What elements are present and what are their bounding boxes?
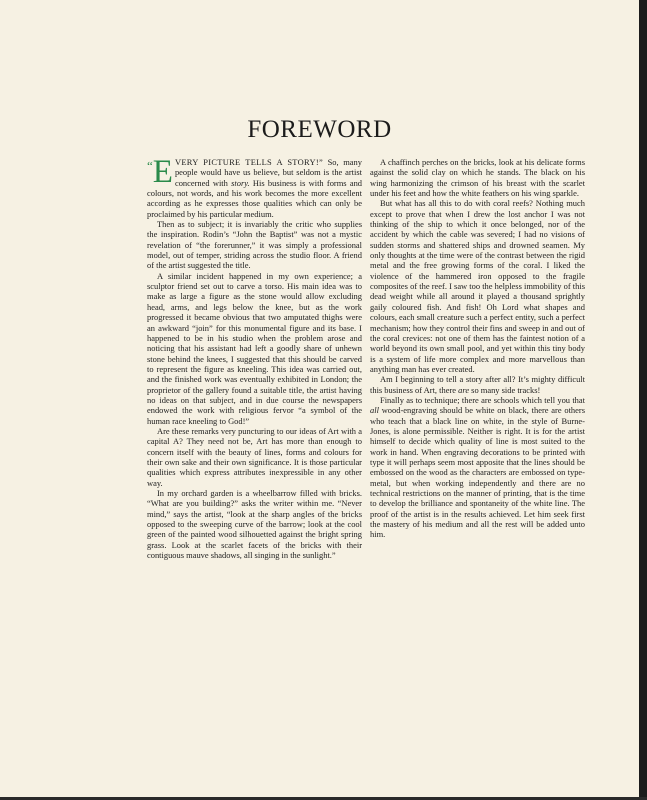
paragraph-9-text-b: wood-engraving should be white on black, there are others who teach that a black line on white, in the style of Burne-Jones, is alone permissible. Neither is right. It is for the artist himself to decide which quality of line is most suited to the work in hand. When engraving decorations to be printed with type it will perhaps seem most apposite that the lines should be embossed on the wood as the characters are embossed on type-metal, but when working independently and there are no technical restrictions on the manner of printing, that is the time to develop the brilliance and spontaneity of the white line. The proof of the artist is in the results achieved. Let him seek first the mastery of his medium and all the rest will be added unto him. (370, 405, 585, 540)
opening-quote: “ (147, 158, 153, 173)
text-column-left (147, 154, 363, 561)
paragraph-4: Are these remarks very puncturing to our ideas of Art with a capital A? They need not be, Art has more than enough to concern itself with the beauty of lines, forms and colours for their own sake and their own significance. It is those particular qualities which express attributes inexpressible in any other way. (147, 425, 362, 488)
text-column-right (370, 157, 585, 540)
page-edge-shadow (639, 0, 647, 800)
paragraph-1-text-b: His business is with forms and colours, not words, and his work becomes the more excellent according as he expresses those qualities which can only be proclaimed by his particular medium. (147, 177, 363, 219)
page-title: FOREWORD (247, 116, 392, 143)
paragraph-8-text-a: Am I beginning to tell a story after all? It’s mighty difficult this business of Art, there (370, 374, 585, 395)
paragraph-1 (147, 154, 363, 219)
paragraph-1-emphasis: story. (231, 177, 250, 188)
paragraph-2: Then as to subject; it is invariably the critic who supplies the inspiration. Rodin’s “John the Baptist” was not a mystic revelation of “the forerunner,” it was simply a professional model, out of temper, striding across the studio floor. A friend of the artist suggested the title. (147, 219, 362, 271)
paragraph-3: A similar incident happened in my own experience; a sculptor friend set out to carve a torso. His main idea was to make as large a figure as the stone would allow excluding head, arms, and legs below the knee, but as the work progressed it became obvious that two amputated thighs were an awkward “join” for this monumental figure and its base. I happened to be in his studio when the problem arose and noticing that his assistant had left a goodly share of unhewn stone behind the knees, I suggested that this should be carved to represent the figure as kneeling. This idea was carried out, and the finished work was eventually exhibited in London; the proprietor of the gallery found a suitable title, the artist having no ideas on that subject, and in due course the newspapers endowed the work with religious fervor “a symbol of the human race kneeling to God!” (147, 270, 362, 426)
paragraph-7: But what has all this to do with coral reefs? Nothing much except to prove that when I drew the lost anchor I was not thinking of the ship to which it once belonged, nor of the accident by which the cable was severed; I had no visions of sudden storms and shattered ships and drowned seamen. My only thoughts at the time were of the contrast between the rigid metal and the free growing forms of the coral. I liked the violence of the hammered iron opposed to the fragile composites of the reef. I saw too the helpless immobility of this dead weight while all around it played a thousand sprightly gaily coloured fish. And fish! Oh Lord what shapes and colours, each small creature such a perfect entity, such a perfect mechanism; how they control their fins and sweep in and out of the coral crevices: not one of them has the faintest notion of a world beyond its own small pool, and yet within this tiny body is a system of life more complex and more marvellous than anything man has ever created. (370, 198, 585, 374)
drop-cap (147, 154, 173, 190)
paragraph-9-text-a: Finally as to technique; there are schools which tell you that (380, 394, 585, 405)
paragraph-8-text-b: so many side tracks! (469, 384, 541, 395)
paragraph-9-emphasis: all (370, 405, 379, 416)
paragraph-8-emphasis: are (458, 384, 470, 395)
paragraph-9 (370, 395, 585, 540)
drop-cap-letter: E (152, 154, 173, 190)
paragraph-8 (370, 374, 585, 395)
paragraph-1-text-a: So, many people would have us believe, but seldom is the artist concerned with (174, 157, 362, 188)
paragraph-5: In my orchard garden is a wheelbarrow filled with bricks. “What are you building?” asks the writer within me. “Never mind,” says the artist, “look at the sharp angles of the bricks opposed to the sweeping curve of the barrow; look at the cool green of the painted wood silhouetted against the bright spring grass. Look at the scarlet facets of the bricks with their contiguous mauve shadows, all singing in the sunlight.” (147, 488, 362, 561)
paragraph-6: A chaffinch perches on the bricks, look at his delicate forms against the solid clay on which he stands. The black on his wing harmonizing the crimson of his breast with the scarlet under his feet and how the white feathers on his wing sparkle. (370, 157, 585, 199)
lead-in-caps: VERY PICTURE TELLS A STORY!” (174, 157, 324, 167)
